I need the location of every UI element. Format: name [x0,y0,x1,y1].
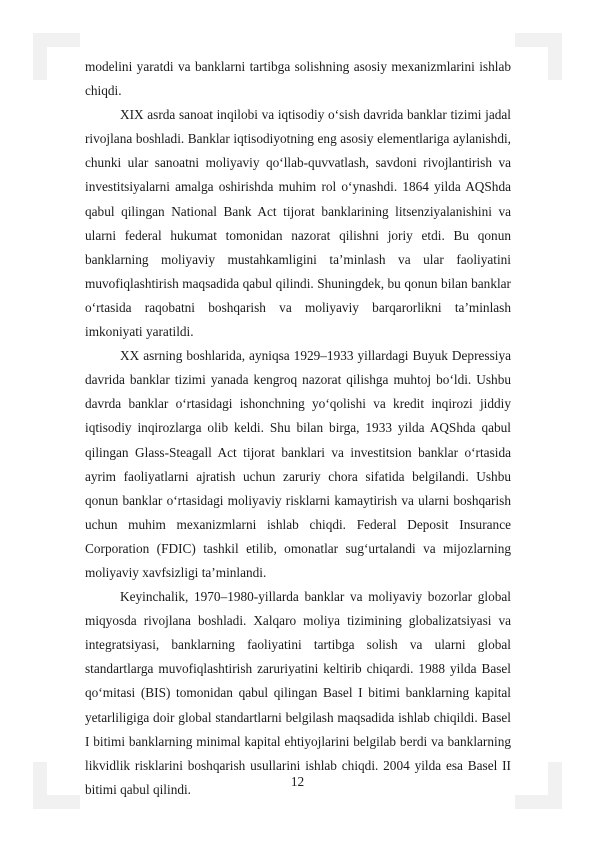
paragraph-continuation: modelini yaratdi va banklarni tartibga solishning asosiy mexanizmlarini ishlab chiqdi. [85,59,511,99]
paragraph-globalization: Keyinchalik, 1970–1980-yillarda banklar va moliyaviy bozorlar global miqyosda rivojlana boshladi. Xalqaro moliya tizimining globalizatsiyasi va integratsiyasi, banklarning faoliyatini tartibga solish va ularni global standartlarga muvofiqlashtirish zaruriyatini keltirib chiqardi. 1988 yilda Basel qo‘mitasi (BIS) tomonidan qabul qilingan Basel I bitimi banklarning kapital yetarliligiga doir global standartlarni belgilash maqsadida ishlab chiqildi. Basel I bitimi banklarning minimal kapital ehtiyojlarini belgilab berdi va banklarning likvidlik risklarini boshqarish usullarini ishlab chiqdi. 2004 yilda esa Basel II bitimi qabul qilindi. [85,589,511,797]
page-number: 12 [290,774,305,789]
paragraph-xx-century: XX asrning boshlarida, ayniqsa 1929–1933 yillardagi Buyuk Depressiya davrida banklar tizimi yanada kengroq nazorat qilishga muhtoj bo‘ldi. Ushbu davrda banklar o‘rtasidagi ishonchning yo‘qolishi va kredit inqirozi jiddiy iqtisodiy inqirozlarga olib keldi. Shu bilan birga, 1933 yilda AQShda qabul qilingan Glass-Steagall Act tijorat banklari va investitsion banklar o‘rtasida ayrim faoliyatlarni ajratish uchun zaruriy chora sifatida belgilandi. Ushbu qonun banklar o‘rtasidagi moliyaviy risklarni kamaytirish va ularni boshqarish uchun muhim mexanizmlarni ishlab chiqdi. Federal Deposit Insurance Corporation (FDIC) tashkil etilib, omonatlar sug‘urtalandi va mijozlarning moliyaviy xavfsizligi ta’minlandi. [85,348,511,580]
paragraph-xix-century: XIX asrda sanoat inqilobi va iqtisodiy o‘sish davrida banklar tizimi jadal rivojlana boshladi. Banklar iqtisodiyotning eng asosiy elementlariga aylanishdi, chunki ular sanoatni moliyaviy qo‘llab-quvvatlash, savdoni rivojlantirish va investitsiyalarni amalga oshirishda muhim rol o‘ynashdi. 1864 yilda AQShda qabul qilingan National Bank Act tijorat banklarining litsenziyalanishini va ularni federal hukumat tomonidan nazorat qilishni joriy etdi. Bu qonun banklarning moliyaviy mustahkamligini ta’minlash va ular faoliyatini muvofiqlashtirish maqsadida qabul qilindi. Shuningdek, bu qonun bilan banklar o‘rtasida raqobatni boshqarish va moliyaviy barqarorlikni ta’minlash imkoniyati yaratildi. [85,107,511,340]
document-body [85,55,511,802]
